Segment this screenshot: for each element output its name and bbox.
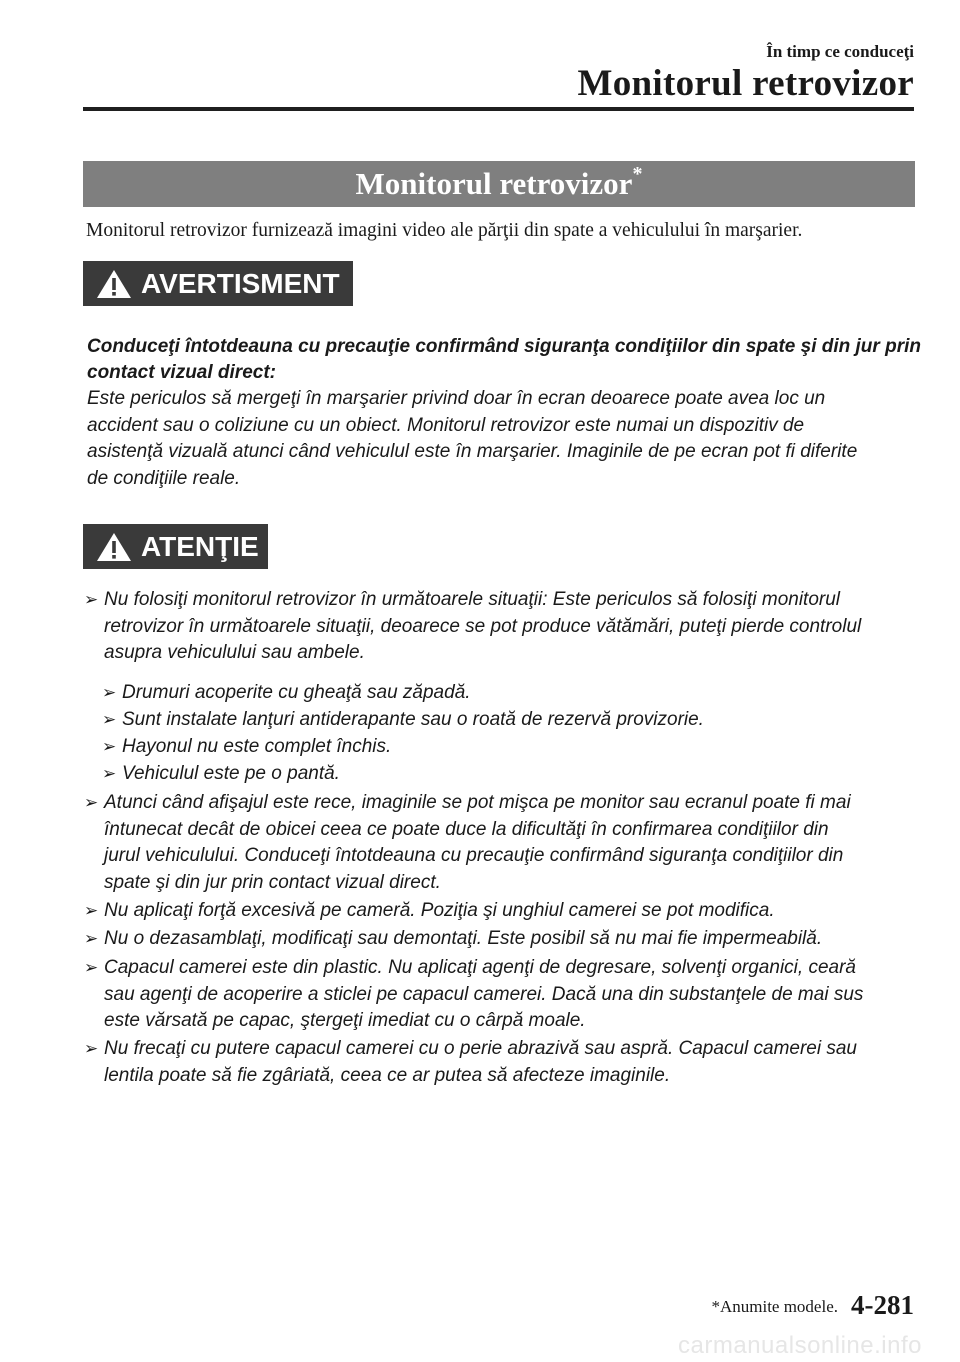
bullet-arrow-icon: ➢ [102, 710, 117, 729]
caution-label: ATENŢIE [141, 530, 259, 562]
bullet-line: Hayonul nu este complet închis. [122, 736, 392, 757]
bullet-item [84, 955, 864, 1035]
bullet-line: jurul vehiculului. Conduceţi întotdeauna cu precauţie confirmând siguranţa condiţiilor din [104, 845, 844, 866]
intro-paragraph: Monitorul retrovizor furnizează imagini video ale părţii din spate a vehiculului în marşarier. [86, 220, 803, 241]
bullet-arrow-icon: ➢ [102, 764, 117, 783]
sub-bullet-item [102, 734, 392, 761]
warning-body-line: accident sau o coliziune cu un obiect. Monitorul retrovizor este numai un dispozitiv de [87, 414, 805, 436]
bullet-item [84, 587, 862, 667]
warning-badge [83, 261, 353, 306]
warning-label: AVERTISMENT [141, 267, 340, 299]
warning-body-line: de condiţiile reale. [87, 467, 241, 489]
bullet-item [84, 1036, 857, 1089]
bullet-arrow-icon: ➢ [84, 929, 99, 948]
warning-body-line: Este periculos să mergeţi în marşarier privind doar în ecran deoarece poate avea loc un [87, 388, 826, 409]
header-divider [83, 107, 914, 111]
warning-bold-line: Conduceţi întotdeauna cu precauţie confirmând siguranţa condiţiilor din spate şi din jur prin [87, 336, 921, 357]
bullet-line: retrovizor în următoarele situaţii, deoarece se pot produce vătămări, puteţi pierde controlul [104, 615, 862, 637]
bullet-arrow-icon: ➢ [102, 737, 117, 756]
watermark: carmanualsonline.info [678, 1332, 922, 1359]
sub-bullet-item [102, 680, 471, 707]
bullet-arrow-icon: ➢ [84, 793, 99, 812]
section-title-bar [83, 161, 915, 207]
bullet-arrow-icon: ➢ [102, 683, 117, 702]
bullet-arrow-icon: ➢ [84, 1039, 99, 1058]
bullet-line: Atunci când afişajul este rece, imaginile se pot mişca pe monitor sau ecranul poate fi mai [104, 792, 851, 813]
sub-bullet-item [102, 761, 340, 788]
bullet-arrow-icon: ➢ [84, 958, 99, 977]
bullet-line: întunecat decât de obicei ceea ce poate duce la dificultăţi în confirmarea condiţiilor din [104, 818, 829, 840]
bullet-line: Capacul camerei este din plastic. Nu aplicaţi agenţi de degresare, solvenţi organici, ceară [104, 957, 856, 978]
section-asterisk: * [632, 163, 643, 185]
warning-body-text [87, 386, 927, 492]
chapter-subtitle: În timp ce conduceţi [766, 42, 914, 61]
bullet-line: Nu o dezasamblaţi, modificaţi sau demontaţi. Este posibil să nu mai fie impermeabilă. [104, 928, 823, 949]
bullet-line: este vărsată pe capac, ştergeţi imediat cu o cârpă moale. [104, 1010, 586, 1031]
bullet-item [84, 790, 851, 896]
bullet-line: Nu frecaţi cu putere capacul camerei cu o perie abrazivă sau aspră. Capacul camerei sau [104, 1038, 857, 1059]
bullet-line: Sunt instalate lanţuri antiderapante sau o roată de rezervă provizorie. [122, 709, 704, 730]
bullet-item [84, 898, 775, 925]
warning-body-line: asistenţă vizuală atunci când vehiculul este în marşarier. Imaginile de pe ecran pot fi diferite [87, 441, 858, 462]
bullet-line: Nu aplicaţi forţă excesivă pe cameră. Poziţia şi unghiul camerei se pot modifica. [104, 900, 775, 921]
warning-bold-text [87, 334, 927, 386]
caution-badge [83, 524, 268, 569]
bullet-line: lentila poate să fie zgâriată, ceea ce ar putea să afecteze imaginile. [104, 1064, 671, 1086]
bullet-item [84, 926, 823, 953]
bullet-line: Nu folosiţi monitorul retrovizor în următoarele situaţii: Este periculos să folosiţi monitorul [104, 589, 841, 610]
warning-bold-line: contact vizual direct: [87, 362, 276, 383]
warning-triangle-icon [96, 532, 132, 562]
bullet-line: Vehiculul este pe o pantă. [122, 763, 340, 784]
bullet-line: Drumuri acoperite cu gheaţă sau zăpadă. [122, 682, 471, 703]
bullet-line: asupra vehiculului sau ambele. [104, 642, 365, 663]
bullet-line: spate şi din jur prin contact vizual direct. [104, 871, 441, 893]
bullet-line: sau agenţi de acoperire a sticlei pe capacul camerei. Dacă una din substanţele de mai sus [104, 983, 864, 1005]
footnote: *Anumite modele. [711, 1297, 838, 1316]
bullet-arrow-icon: ➢ [84, 590, 99, 609]
sub-bullet-item [102, 707, 704, 734]
warning-triangle-icon [96, 269, 132, 299]
bullet-arrow-icon: ➢ [84, 901, 99, 920]
page-number: 4-281 [851, 1290, 914, 1320]
chapter-title: Monitorul retrovizor [577, 63, 914, 104]
section-title: Monitorul retrovizor [355, 166, 633, 201]
